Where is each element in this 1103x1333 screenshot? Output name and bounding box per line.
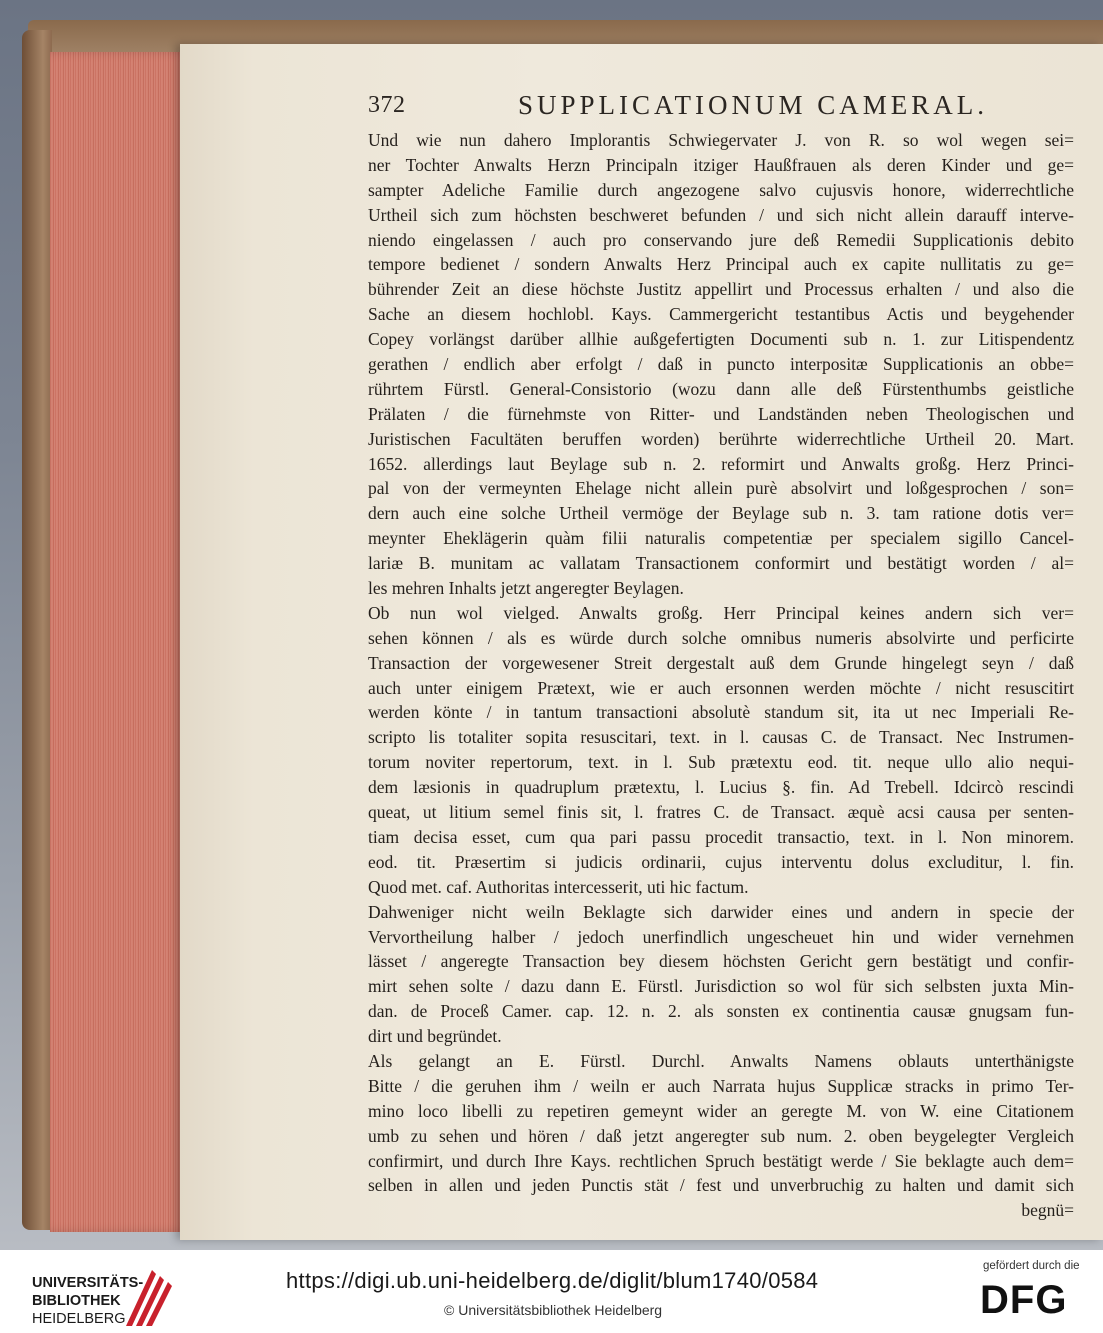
text-line: werden könte / in tantum transactioni absolutè standum sit, ita ut nec Imperiali Re- <box>368 702 1074 723</box>
text-line: tiam decisa esset, cum qua pari passu procedit transactio, text. in l. Non minorem. <box>368 826 1074 847</box>
text-line: lariæ B. munitam ac vallatam Transactionem conformirt und bestätigt worden / al= <box>368 553 1074 574</box>
copyright-notice: © Universitätsbibliothek Heidelberg <box>444 1302 663 1318</box>
university-line-2: BIBLIOTHEK <box>32 1293 121 1309</box>
text-line: Transaction der vorgewesener Streit dergestalt auß dem Grunde hingelegt seyn / daß <box>368 652 1074 673</box>
text-line: umb zu sehen und hören / daß jetzt angeregter sub num. 2. oben beygelegter Vergleich <box>368 1125 1074 1146</box>
document-url[interactable]: https://digi.ub.uni-heidelberg.de/diglit/blum1740/0584 <box>286 1268 819 1293</box>
text-line: Und wie nun dahero Implorantis Schwiegervater J. von R. so wol wegen sei= <box>368 130 1074 150</box>
text-line: les mehren Inhalts jetzt angeregter Beylagen. <box>368 578 684 599</box>
running-head: SUPPLICATIONUM CAMERAL. <box>518 90 989 120</box>
university-line-3: HEIDELBERG <box>32 1311 126 1327</box>
funded-by-label: gefördert durch die <box>983 1260 1080 1272</box>
text-line: dan. de Proceß Camer. cap. 12. n. 2. als sonsten ex continentia causæ gnugsam fun- <box>368 1001 1074 1022</box>
text-line: mino loco libelli zu repetiren gemeynt wider an geregte M. von W. eine Citationem <box>368 1100 1074 1121</box>
text-line: ner Tochter Anwalts Herzn Principaln itziger Haußfrauen als deren Kinder und ge= <box>368 154 1074 175</box>
text-line: Sache an diesem hochlobl. Kays. Cammergericht testantibus Actis und beygehender <box>368 304 1074 325</box>
book-cover-spine <box>22 30 52 1230</box>
text-line: mirt sehen solte / dazu dann E. Fürstl. Jurisdiction so wol für sich selbsten juxta Min- <box>368 976 1074 997</box>
text-line: Dahweniger nicht weiln Beklagte sich darwider eines und andern in specie der <box>368 901 1074 922</box>
dfg-logo[interactable]: DFG <box>980 1278 1068 1322</box>
text-line: Copey vorlängst darüber allhie außgefertigten Documenti sub n. 1. zur Litispendentz <box>368 329 1074 350</box>
text-line: torum noviter repertorum, text. in l. Sub prætextu eod. tit. neque ullo alio nequi- <box>368 752 1074 773</box>
text-line: dern auch eine solche Urtheil vermöge der Beylage sub n. 3. tam ratione dotis ver= <box>368 503 1074 524</box>
text-line: sampter Adeliche Familie durch angezogene salvo cujusvis honore, widerrechtliche <box>368 179 1074 200</box>
text-line: eod. tit. Præsertim si judicis ordinarii, cujus interventu dolus excluditur, l. fin. <box>368 851 1074 872</box>
page-number: 372 <box>368 92 406 118</box>
page-header <box>368 92 1103 132</box>
text-line: begnü= <box>1021 1200 1074 1221</box>
text-line: selben in allen und jeden Punctis stät / fest und unverbruchig zu halten und damit sich <box>368 1175 1074 1196</box>
text-line: Quod met. caf. Authoritas intercesserit, uti hic factum. <box>368 876 749 897</box>
text-line: dirt und begründet. <box>368 1026 502 1047</box>
text-line: tempore bedienet / sondern Anwalts Herz Principal auch ex capite nullitatis zu ge= <box>368 254 1074 275</box>
text-line: scripto lis totaliter sopita resuscitari, text. in l. causas C. de Transact. Nec Instrumen- <box>368 727 1074 748</box>
text-line: Als gelangt an E. Fürstl. Durchl. Anwalts Namens oblauts unterthänigste <box>368 1050 1074 1071</box>
text-line: Urtheil sich zum höchsten beschweret befunden / und sich nicht allein darauff interve- <box>368 204 1074 225</box>
university-logo[interactable] <box>32 1274 143 1328</box>
viewer-footer <box>0 1250 1103 1333</box>
text-line: Bitte / die geruhen ihm / weiln er auch Narrata hujus Supplicæ stracks in primo Ter- <box>368 1075 1074 1096</box>
text-line: Ob nun wol vielged. Anwalts großg. Herr Principal keines andern sich ver= <box>368 602 1074 623</box>
page-edges <box>50 52 190 1232</box>
page-text <box>368 128 1074 1223</box>
text-line: rührtem Fürstl. General-Consistorio (wozu dann alle deß Fürstenthumbs geistliche <box>368 378 1074 399</box>
text-line: dem læsionis in quadruplum prætextu, l. Lucius §. fin. Ad Trebell. Idcircò rescindi <box>368 777 1074 798</box>
text-line: Vervortheilung halber / jedoch unerfindlich ungescheuet hin und wider vernehmen <box>368 926 1074 947</box>
text-line: 1652. allerdings laut Beylage sub n. 2. reformirt und Anwalts großg. Herz Princi- <box>368 453 1074 474</box>
text-line: sehen können / als es würde durch solche omnibus numeris absolvirte und perficirte <box>368 627 1074 648</box>
university-line-1: UNIVERSITÄTS- <box>32 1275 144 1291</box>
text-line: Juristischen Facultäten beruffen worden) berührte widerrechtliche Urtheil 20. Mart. <box>368 428 1074 449</box>
text-line: auch unter einigem Prætext, wie er auch ersonnen werden möchte / nicht resuscitirt <box>368 677 1074 698</box>
university-mark-icon <box>112 1266 182 1328</box>
text-line: pal von der vermeynten Ehelage nicht allein purè absolvirt und loßgesprochen / son= <box>368 478 1074 499</box>
text-line: gerathen / endlich aber erfolgt / daß in puncto interpositæ Supplicationis an obbe= <box>368 354 1074 375</box>
text-line: lässet / angeregte Transaction bey diesem höchsten Gericht gern bestätigt und confir- <box>368 951 1074 972</box>
text-line: meynter Eheklägerin quàm filii naturalis competentiæ per specialem sigillo Cancel- <box>368 528 1074 549</box>
text-line: queat, ut litium semel finis sit, l. fratres C. de Transact. æquè acsi causa per senten- <box>368 802 1074 823</box>
text-line: bührender Zeit an diese höchste Justitz appellirt und Processus erhalten / und also die <box>368 279 1074 300</box>
text-line: confirmirt, und durch Ihre Kays. rechtlichen Spruch bestätigt werde / Sie beklagte auch dem= <box>368 1150 1074 1171</box>
text-line: niendo eingelassen / auch pro conservando jure deß Remedii Supplicationis debito <box>368 229 1074 250</box>
text-line: Prälaten / die fürnehmste von Ritter- und Landständen neben Theologischen und <box>368 403 1074 424</box>
